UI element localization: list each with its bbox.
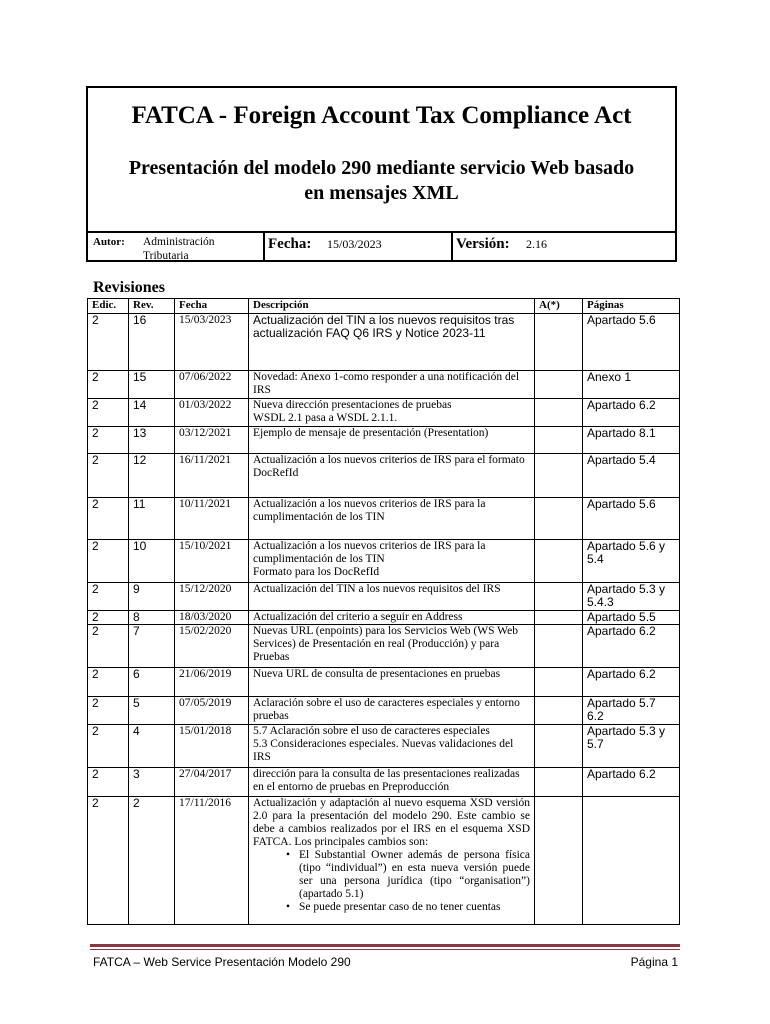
table-row	[88, 314, 680, 371]
cell-edic: 2	[88, 725, 129, 768]
autor-cell	[88, 233, 265, 262]
cell-a	[535, 625, 583, 668]
cell-fecha: 21/06/2019	[175, 668, 249, 697]
cell-paginas: Apartado 5.3 y 5.7	[583, 725, 680, 768]
descripcion-line: Actualización y adaptación al nuevo esquema XSD versión 2.0 para la presentación del modelo 290. Este cambio se debe a cambios realizados por el IRS en el esquema XSD FATCA. Los principales cambios son:	[253, 797, 530, 848]
cell-descripcion	[249, 725, 535, 768]
cell-edic: 2	[88, 797, 129, 925]
bullet-item: • Se puede presentar caso de no tener cuentas	[253, 901, 530, 914]
cell-paginas: Apartado 5.6 y 5.4	[583, 540, 680, 583]
cell-fecha: 27/04/2017	[175, 768, 249, 797]
table-row	[88, 498, 680, 540]
cell-rev: 3	[129, 768, 175, 797]
footer-page-number: Página 1	[630, 955, 678, 969]
table-row	[88, 697, 680, 725]
table-row	[88, 583, 680, 611]
footer-divider-thin	[90, 949, 680, 950]
cell-paginas	[583, 797, 680, 925]
cell-edic: 2	[88, 399, 129, 427]
cell-fecha: 15/12/2020	[175, 583, 249, 611]
col-a: A(*)	[535, 299, 583, 314]
descripcion-line: Nueva dirección presentaciones de pruebas	[253, 399, 452, 411]
cell-rev: 9	[129, 583, 175, 611]
descripcion-line: 5.7 Aclaración sobre el uso de caracteres especiales	[253, 725, 490, 737]
cell-paginas: Apartado 6.2	[583, 625, 680, 668]
cell-rev: 5	[129, 697, 175, 725]
cell-rev: 16	[129, 314, 175, 371]
autor-value: Administración Tributaria	[143, 236, 215, 262]
table-row	[88, 540, 680, 583]
cell-a	[535, 498, 583, 540]
cell-rev: 6	[129, 668, 175, 697]
cell-a	[535, 611, 583, 625]
cell-rev: 8	[129, 611, 175, 625]
cell-fecha: 15/02/2020	[175, 625, 249, 668]
version-cell	[453, 233, 675, 262]
cell-descripcion	[249, 540, 535, 583]
cell-descripcion: Ejemplo de mensaje de presentación (Presentation)	[249, 427, 535, 454]
cell-descripcion: Nuevas URL (enpoints) para los Servicios Web (WS Web Services) de Presentación en real (Producción) y para Pruebas	[249, 625, 535, 668]
col-edic: Edic.	[88, 299, 129, 314]
autor-label: Autor:	[93, 236, 125, 248]
table-row	[88, 399, 680, 427]
cell-edic: 2	[88, 371, 129, 399]
descripcion-line: Formato para los DocRefId	[253, 566, 380, 578]
cell-descripcion: Actualización del TIN a los nuevos requisitos del IRS	[249, 583, 535, 611]
cell-fecha: 16/11/2021	[175, 454, 249, 498]
fecha-cell	[265, 233, 453, 262]
cell-rev: 7	[129, 625, 175, 668]
cell-fecha: 15/10/2021	[175, 540, 249, 583]
cell-paginas: Apartado 5.7 6.2	[583, 697, 680, 725]
cell-a	[535, 399, 583, 427]
cell-paginas: Apartado 5.3 y 5.4.3	[583, 583, 680, 611]
table-row	[88, 797, 680, 925]
cell-rev: 14	[129, 399, 175, 427]
cell-fecha: 15/01/2018	[175, 725, 249, 768]
cell-fecha: 15/03/2023	[175, 314, 249, 371]
cell-rev: 10	[129, 540, 175, 583]
cell-edic: 2	[88, 583, 129, 611]
descripcion-line: Actualización a los nuevos criterios de IRS para la cumplimentación de los TIN	[253, 540, 486, 565]
cell-paginas: Apartado 6.2	[583, 668, 680, 697]
cell-paginas: Apartado 6.2	[583, 768, 680, 797]
table-row	[88, 371, 680, 399]
fecha-label: Fecha:	[268, 236, 312, 252]
cell-edic: 2	[88, 697, 129, 725]
fecha-value: 15/03/2023	[327, 237, 382, 251]
cell-a	[535, 768, 583, 797]
cell-rev: 15	[129, 371, 175, 399]
table-row	[88, 768, 680, 797]
table-header-row	[88, 299, 680, 314]
bullet-item: • El Substantial Owner además de persona física (tipo “individual”) en esta nueva versión puede ser una persona jurídica (tipo “organisation”) (apartado 5.1)	[253, 849, 530, 901]
descripcion-line: WSDL 2.1 pasa a WSDL 2.1.1.	[253, 412, 398, 424]
table-row	[88, 625, 680, 668]
document-title: FATCA - Foreign Account Tax Compliance Act	[131, 102, 632, 129]
cell-a	[535, 797, 583, 925]
footer-divider	[90, 944, 680, 947]
cell-descripcion: dirección para la consulta de las presentaciones realizadas en el entorno de pruebas en Preproducción	[249, 768, 535, 797]
cell-descripcion: Actualización del criterio a seguir en Address	[249, 611, 535, 625]
cell-a	[535, 583, 583, 611]
cell-paginas: Apartado 8.1	[583, 427, 680, 454]
cell-descripcion: Nueva URL de consulta de presentaciones en pruebas	[249, 668, 535, 697]
table-row	[88, 611, 680, 625]
cell-fecha: 17/11/2016	[175, 797, 249, 925]
col-paginas: Páginas	[583, 299, 680, 314]
cell-a	[535, 454, 583, 498]
cell-edic: 2	[88, 668, 129, 697]
col-fecha: Fecha	[175, 299, 249, 314]
col-descripcion: Descripción	[249, 299, 535, 314]
cell-paginas: Apartado 5.6	[583, 498, 680, 540]
cell-fecha: 18/03/2020	[175, 611, 249, 625]
table-row	[88, 454, 680, 498]
cell-edic: 2	[88, 768, 129, 797]
cell-paginas: Apartado 6.2	[583, 399, 680, 427]
cell-fecha: 03/12/2021	[175, 427, 249, 454]
cell-descripcion: Actualización del TIN a los nuevos requisitos tras actualización FAQ Q6 IRS y Notice 2023-11	[249, 314, 535, 371]
cell-a	[535, 371, 583, 399]
table-row	[88, 668, 680, 697]
cell-edic: 2	[88, 611, 129, 625]
cell-a	[535, 697, 583, 725]
cell-edic: 2	[88, 427, 129, 454]
document-header-box	[86, 86, 677, 262]
cell-rev: 12	[129, 454, 175, 498]
table-row	[88, 427, 680, 454]
document-subtitle: Presentación del modelo 290 mediante servicio Web basado en mensajes XML	[128, 157, 635, 204]
revisiones-heading: Revisiones	[93, 279, 165, 296]
cell-paginas: Apartado 5.6	[583, 314, 680, 371]
cell-a	[535, 540, 583, 583]
cell-descripcion: Actualización a los nuevos criterios de IRS para el formato DocRefId	[249, 454, 535, 498]
cell-descripcion	[249, 399, 535, 427]
cell-rev: 11	[129, 498, 175, 540]
cell-edic: 2	[88, 625, 129, 668]
cell-paginas: Apartado 5.4	[583, 454, 680, 498]
table-row	[88, 725, 680, 768]
cell-descripcion: Actualización a los nuevos criterios de IRS para la cumplimentación de los TIN	[249, 498, 535, 540]
cell-rev: 13	[129, 427, 175, 454]
revisions-table	[87, 298, 680, 925]
version-label: Versión:	[456, 236, 510, 252]
cell-fecha: 01/03/2022	[175, 399, 249, 427]
cell-edic: 2	[88, 314, 129, 371]
descripcion-line: 5.3 Consideraciones especiales. Nuevas validaciones del IRS	[253, 738, 514, 763]
cell-edic: 2	[88, 454, 129, 498]
col-rev: Rev.	[129, 299, 175, 314]
metadata-row	[88, 231, 675, 262]
cell-paginas: Apartado 5.5	[583, 611, 680, 625]
cell-a	[535, 427, 583, 454]
cell-descripcion	[249, 797, 535, 925]
cell-edic: 2	[88, 540, 129, 583]
cell-a	[535, 668, 583, 697]
cell-descripcion: Aclaración sobre el uso de caracteres especiales y entorno pruebas	[249, 697, 535, 725]
cell-fecha: 07/05/2019	[175, 697, 249, 725]
cell-a	[535, 314, 583, 371]
footer-document-name: FATCA – Web Service Presentación Modelo 290	[93, 955, 351, 969]
cell-fecha: 10/11/2021	[175, 498, 249, 540]
cell-edic: 2	[88, 498, 129, 540]
cell-fecha: 07/06/2022	[175, 371, 249, 399]
cell-rev: 4	[129, 725, 175, 768]
cell-paginas: Anexo 1	[583, 371, 680, 399]
cell-rev: 2	[129, 797, 175, 925]
cell-descripcion: Novedad: Anexo 1-como responder a una notificación del IRS	[249, 371, 535, 399]
cell-a	[535, 725, 583, 768]
version-value: 2.16	[526, 237, 547, 251]
